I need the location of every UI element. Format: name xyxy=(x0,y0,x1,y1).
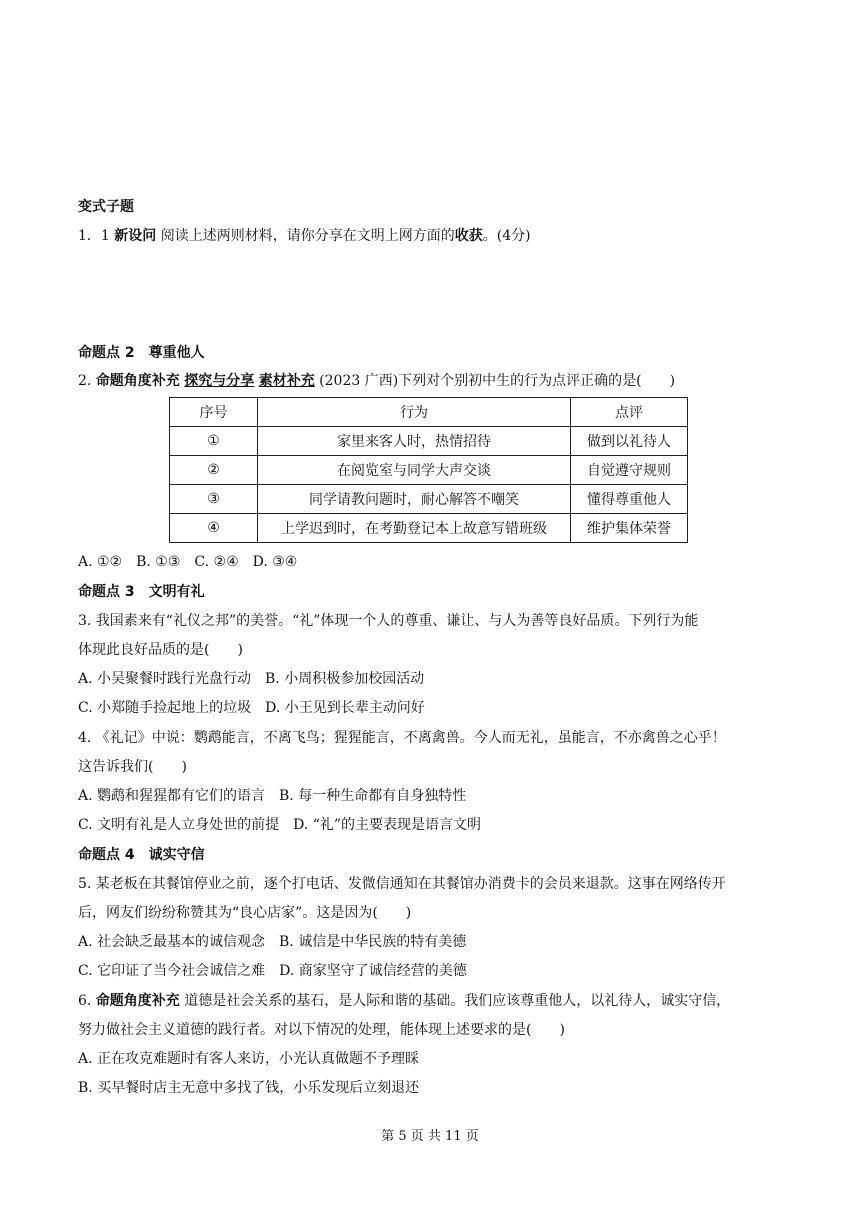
question-3-line-1: 3. 我国素来有“礼仪之邦”的美誉。“礼”体现一个人的尊重、谦让、与人为善等良好品质。下列行为能 xyxy=(78,613,699,629)
table-row xyxy=(170,427,688,456)
table-cell: ① xyxy=(170,427,258,456)
table-cell: 维护集体荣誉 xyxy=(571,514,688,543)
table-cell: 懂得尊重他人 xyxy=(571,485,688,514)
question-6-option-b: B. 买早餐时店主无意中多找了钱，小乐发现后立刻退还 xyxy=(78,1080,420,1096)
page-footer: 第 5 页 共 11 页 xyxy=(381,1129,479,1144)
point-4-heading: 命题点 4 诚实守信 xyxy=(78,847,205,863)
question-4-options-ab: A. 鹦鹉和猩猩都有它们的语言 B. 每一种生命都有自身独特性 xyxy=(78,788,467,804)
question-tag: 命题角度补充 xyxy=(95,993,180,1009)
question-tag-explore: 探究与分享 xyxy=(184,373,255,389)
question-6-option-a: A. 正在攻克难题时有客人来访，小光认真做题不予理睬 xyxy=(78,1051,420,1067)
table-cell: 上学迟到时，在考勤登记本上故意写错班级 xyxy=(258,514,571,543)
table-row xyxy=(170,456,688,485)
question-text: 阅读上述两则材料，请你分享在文明上网方面的 xyxy=(160,228,455,244)
table-cell: 同学请教问题时，耐心解答不嘲笑 xyxy=(258,485,571,514)
question-3-options-ab: A. 小吴聚餐时践行光盘行动 B. 小周积极参加校园活动 xyxy=(78,671,425,687)
table-row xyxy=(170,514,688,543)
table-cell: ③ xyxy=(170,485,258,514)
table-row xyxy=(170,485,688,514)
question-text: 道德是社会关系的基石，是人际和谐的基础。我们应该尊重他人，以礼待人，诚实守信， xyxy=(184,993,731,1009)
question-5-line-1: 5. 某老板在其餐馆停业之前，逐个打电话、发微信通知在其餐馆办消费卡的会员来退款。这事在网络传开 xyxy=(78,876,726,892)
question-2 xyxy=(78,371,784,391)
question-text: (2023 广西)下列对个别初中生的行为点评正确的是( ) xyxy=(319,373,676,389)
question-6-line-1 xyxy=(78,991,784,1011)
table-header: 序号 xyxy=(170,398,258,427)
question-4-line-1: 4. 《礼记》中说：鹦鹉能言，不离飞鸟；猩猩能言，不离禽兽。今人而无礼，虽能言，不亦禽兽之心乎！ xyxy=(78,730,726,746)
point-2-heading: 命题点 2 尊重他人 xyxy=(78,345,205,361)
table-cell: ② xyxy=(170,456,258,485)
question-number: 2. xyxy=(78,373,92,389)
behavior-table xyxy=(169,397,688,543)
question-tag-material: 素材补充 xyxy=(258,373,315,389)
table-cell: 家里来客人时，热情招待 xyxy=(258,427,571,456)
question-tag: 新设问 xyxy=(114,228,157,244)
table-header-row xyxy=(170,398,688,427)
question-4-options-cd: C. 文明有礼是人立身处世的前提 D. “礼”的主要表现是语言文明 xyxy=(78,817,482,833)
question-number: 1．1 xyxy=(78,228,110,244)
question-5-line-2: 后，网友们纷纷称赞其为“良心店家”。这是因为( ) xyxy=(78,905,412,921)
question-4-line-2: 这告诉我们( ) xyxy=(78,759,187,775)
table-cell: 做到以礼待人 xyxy=(571,427,688,456)
table-cell: ④ xyxy=(170,514,258,543)
question-3-options-cd: C. 小郑随手捡起地上的垃圾 D. 小王见到长辈主动问好 xyxy=(78,700,425,716)
question-3-line-2: 体现此良好品质的是( ) xyxy=(78,642,243,658)
question-1-1 xyxy=(78,226,784,246)
question-tag: 命题角度补充 xyxy=(95,373,180,389)
section-heading: 变式子题 xyxy=(78,199,134,215)
table-header: 点评 xyxy=(571,398,688,427)
question-2-options: A. ①② B. ①③ C. ②④ D. ③④ xyxy=(78,554,298,570)
question-5-options-ab: A. 社会缺乏最基本的诚信观念 B. 诚信是中华民族的特有美德 xyxy=(78,934,467,950)
question-keyword: 收获 xyxy=(454,228,483,244)
point-3-heading: 命题点 3 文明有礼 xyxy=(78,584,205,600)
question-score: 。(4分) xyxy=(482,228,531,244)
question-number: 6. xyxy=(78,993,92,1009)
table-cell: 在阅览室与同学大声交谈 xyxy=(258,456,571,485)
question-5-options-cd: C. 它印证了当今社会诚信之难 D. 商家坚守了诚信经营的美德 xyxy=(78,963,467,979)
table-cell: 自觉遵守规则 xyxy=(571,456,688,485)
table-header: 行为 xyxy=(258,398,571,427)
question-6-line-2: 努力做社会主义道德的践行者。对以下情况的处理，能体现上述要求的是( ) xyxy=(78,1022,565,1038)
